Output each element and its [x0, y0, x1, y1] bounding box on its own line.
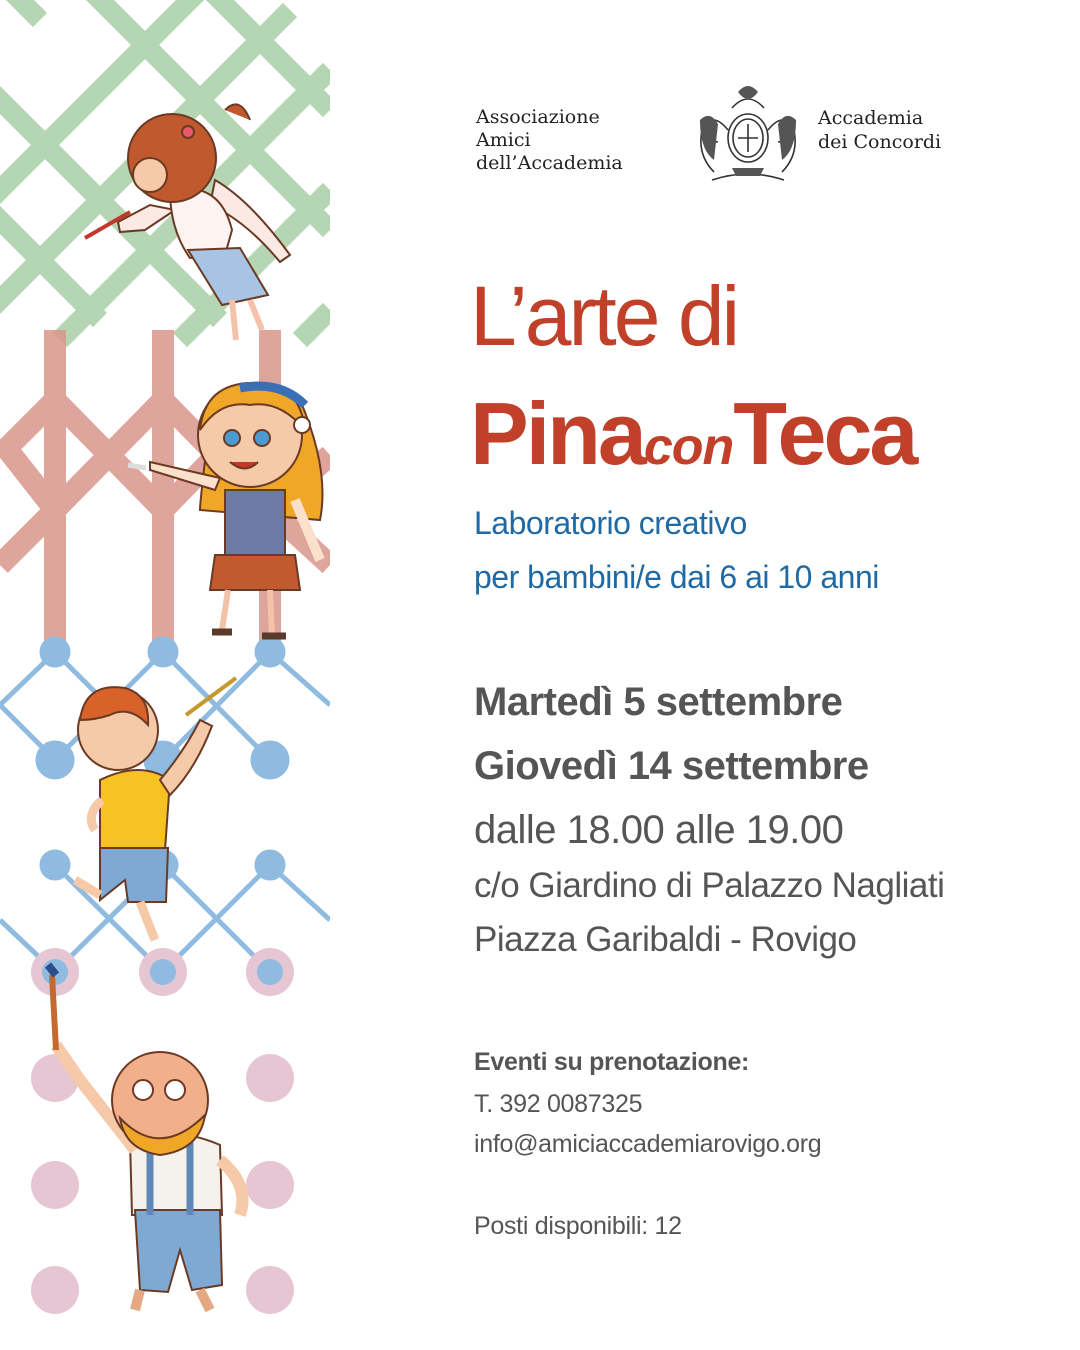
- logo-right-line-2: dei Concordi: [818, 131, 942, 153]
- booking-heading: Eventi su prenotazione:: [474, 1048, 750, 1076]
- title-teca: Teca: [733, 384, 916, 483]
- booking-email: info@amiciaccademiarovigo.org: [474, 1130, 822, 1158]
- location-line-1: c/o Giardino di Palazzo Nagliati: [474, 866, 945, 905]
- subtitle-line-1: Laboratorio creativo: [474, 505, 747, 541]
- booking-phone: T. 392 0087325: [474, 1090, 643, 1118]
- academy-seal-icon: [692, 80, 804, 186]
- location-line-2: Piazza Garibaldi - Rovigo: [474, 920, 857, 959]
- title-line-1: L’arte di: [470, 269, 738, 363]
- accademia-concordi-logo: [818, 106, 941, 154]
- date-2: Giovedì 14 settembre: [474, 744, 869, 788]
- boy-painting-bottom-icon: [48, 965, 243, 1310]
- subtitle: [474, 496, 879, 604]
- time-range: dalle 18.00 alle 19.00: [474, 808, 844, 852]
- children-climbing-illustration: [0, 0, 330, 1350]
- title-pina: Pina: [470, 384, 644, 483]
- logo-left-line-2: Amici: [476, 129, 531, 151]
- available-seats: Posti disponibili: 12: [474, 1212, 682, 1240]
- logo-right-line-1: Accademia: [818, 107, 924, 129]
- subtitle-line-2: per bambini/e dai 6 ai 10 anni: [474, 559, 879, 595]
- title-con: con: [643, 418, 734, 476]
- logo-left-line-1: Associazione: [476, 106, 600, 128]
- boy-drawing-yellow-shirt-icon: [75, 678, 236, 940]
- date-1: Martedì 5 settembre: [474, 680, 843, 724]
- logo-left-line-3: dell’Accademia: [476, 152, 623, 174]
- title-line-2: [470, 384, 915, 497]
- associazione-amici-logo: [476, 106, 623, 175]
